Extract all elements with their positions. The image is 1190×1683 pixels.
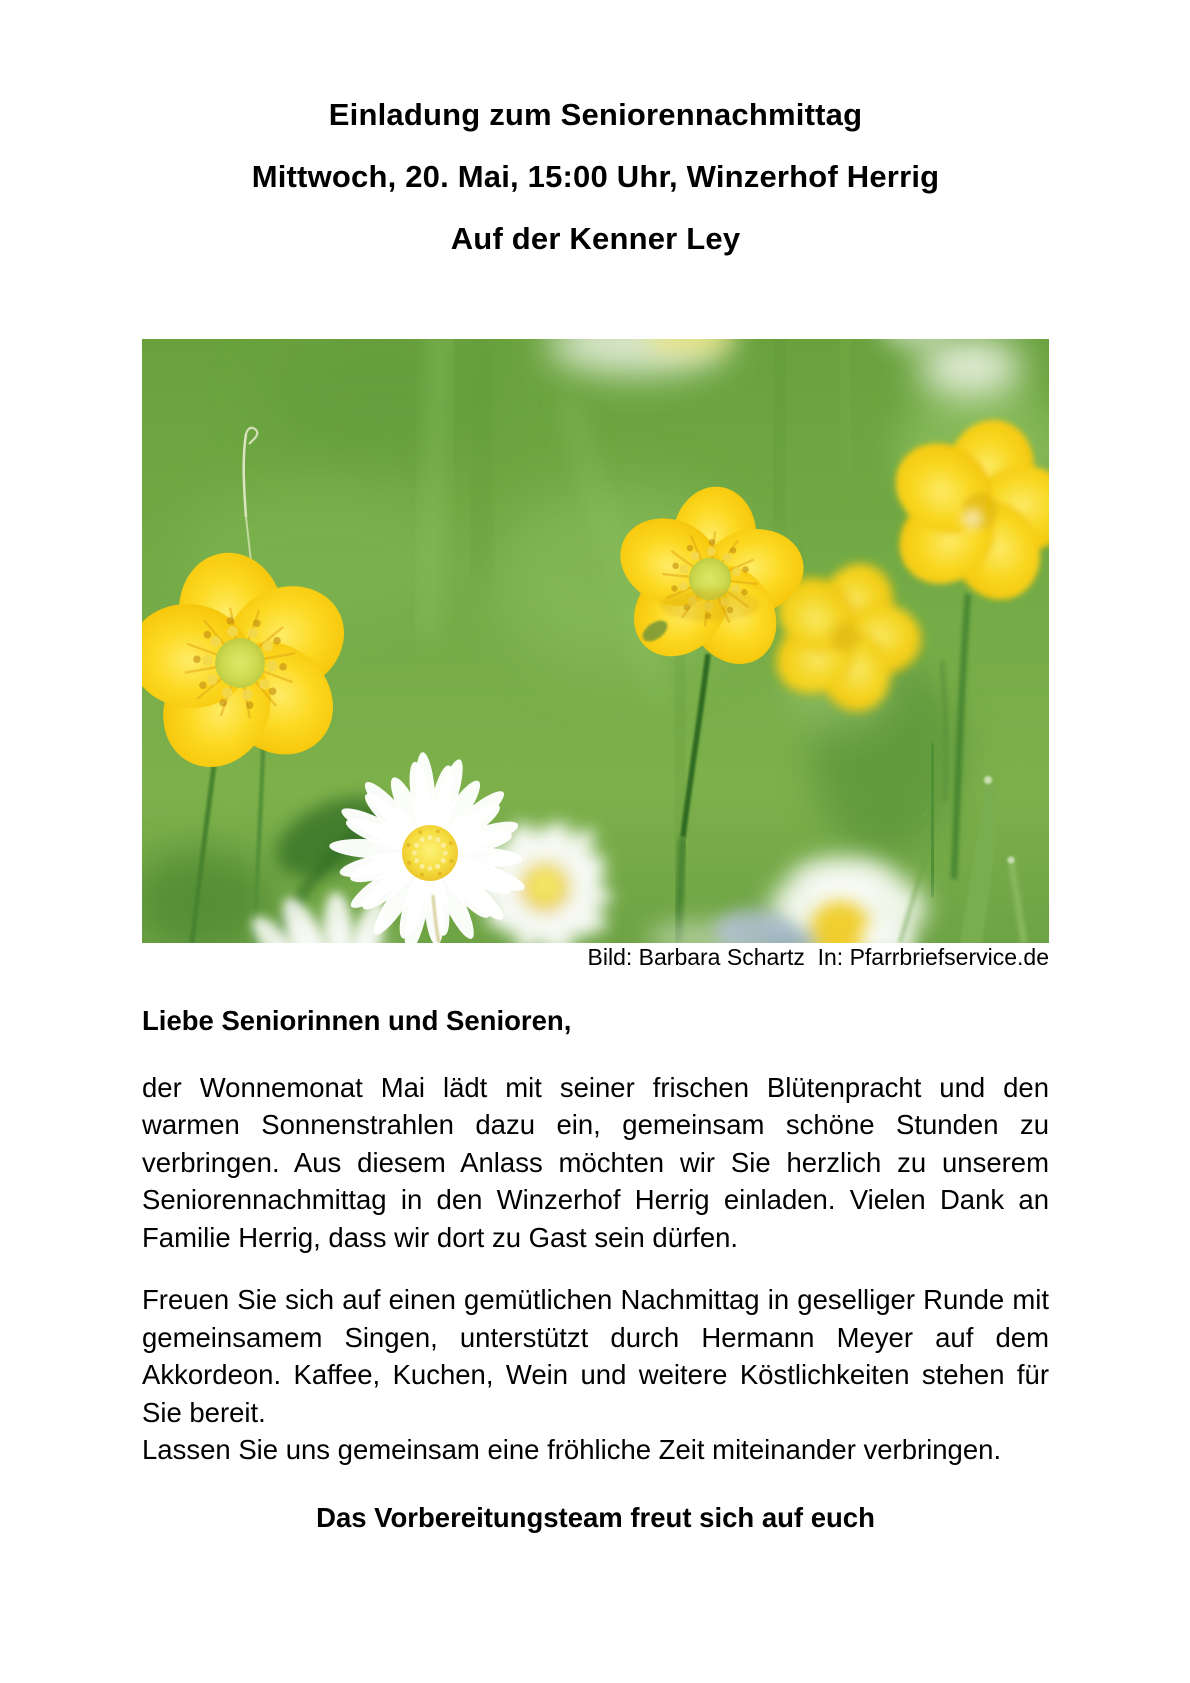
paragraph-1: der Wonnemonat Mai lädt mit seiner frischen Blütenpracht und den warmen Sonnenstrahlen dazu ein, gemeinsam schöne Stunden zu verbringen. Aus diesem Anlass möchten wir Sie herzlich zu unserem Seniorennachmittag in den Winzerhof Herrig einladen. Vielen Dank an Familie Herrig, dass wir dort zu Gast sein dürfen. [142, 1071, 1049, 1253]
salutation: Liebe Seniorinnen und Senioren, [142, 1005, 572, 1036]
page-content [142, 0, 1049, 1536]
invitation-datetime-venue: Mittwoch, 20. Mai, 15:00 Uhr, Winzerhof Herrig [251, 159, 940, 194]
paragraph-2: Freuen Sie sich auf einen gemütlichen Nachmittag in geselliger Runde mit gemeinsamem Singen, unterstützt durch Hermann Meyer auf dem Akkordeon. Kaffee, Kuchen, Wein und weitere Köstlichkeiten stehen für Sie bereit. [142, 1284, 1049, 1428]
closing-line: Das Vorbereitungsteam freut sich auf euch [316, 1501, 875, 1533]
photo-caption: Bild: Barbara Schartz In: Pfarrbriefservice.de [587, 944, 1049, 970]
buttercup-highlight [961, 508, 983, 530]
meadow-photo-svg [142, 339, 1049, 943]
invitation-title: Einladung zum Seniorennachmittag [328, 97, 863, 132]
buttercup-cup-shadow [660, 589, 760, 621]
title-block [142, 0, 1049, 259]
meadow-photo [142, 339, 1049, 943]
invitation-address: Auf der Kenner Ley [450, 221, 741, 256]
paragraph-3: Lassen Sie uns gemeinsam eine fröhliche Zeit miteinander verbringen. [142, 1434, 1002, 1465]
